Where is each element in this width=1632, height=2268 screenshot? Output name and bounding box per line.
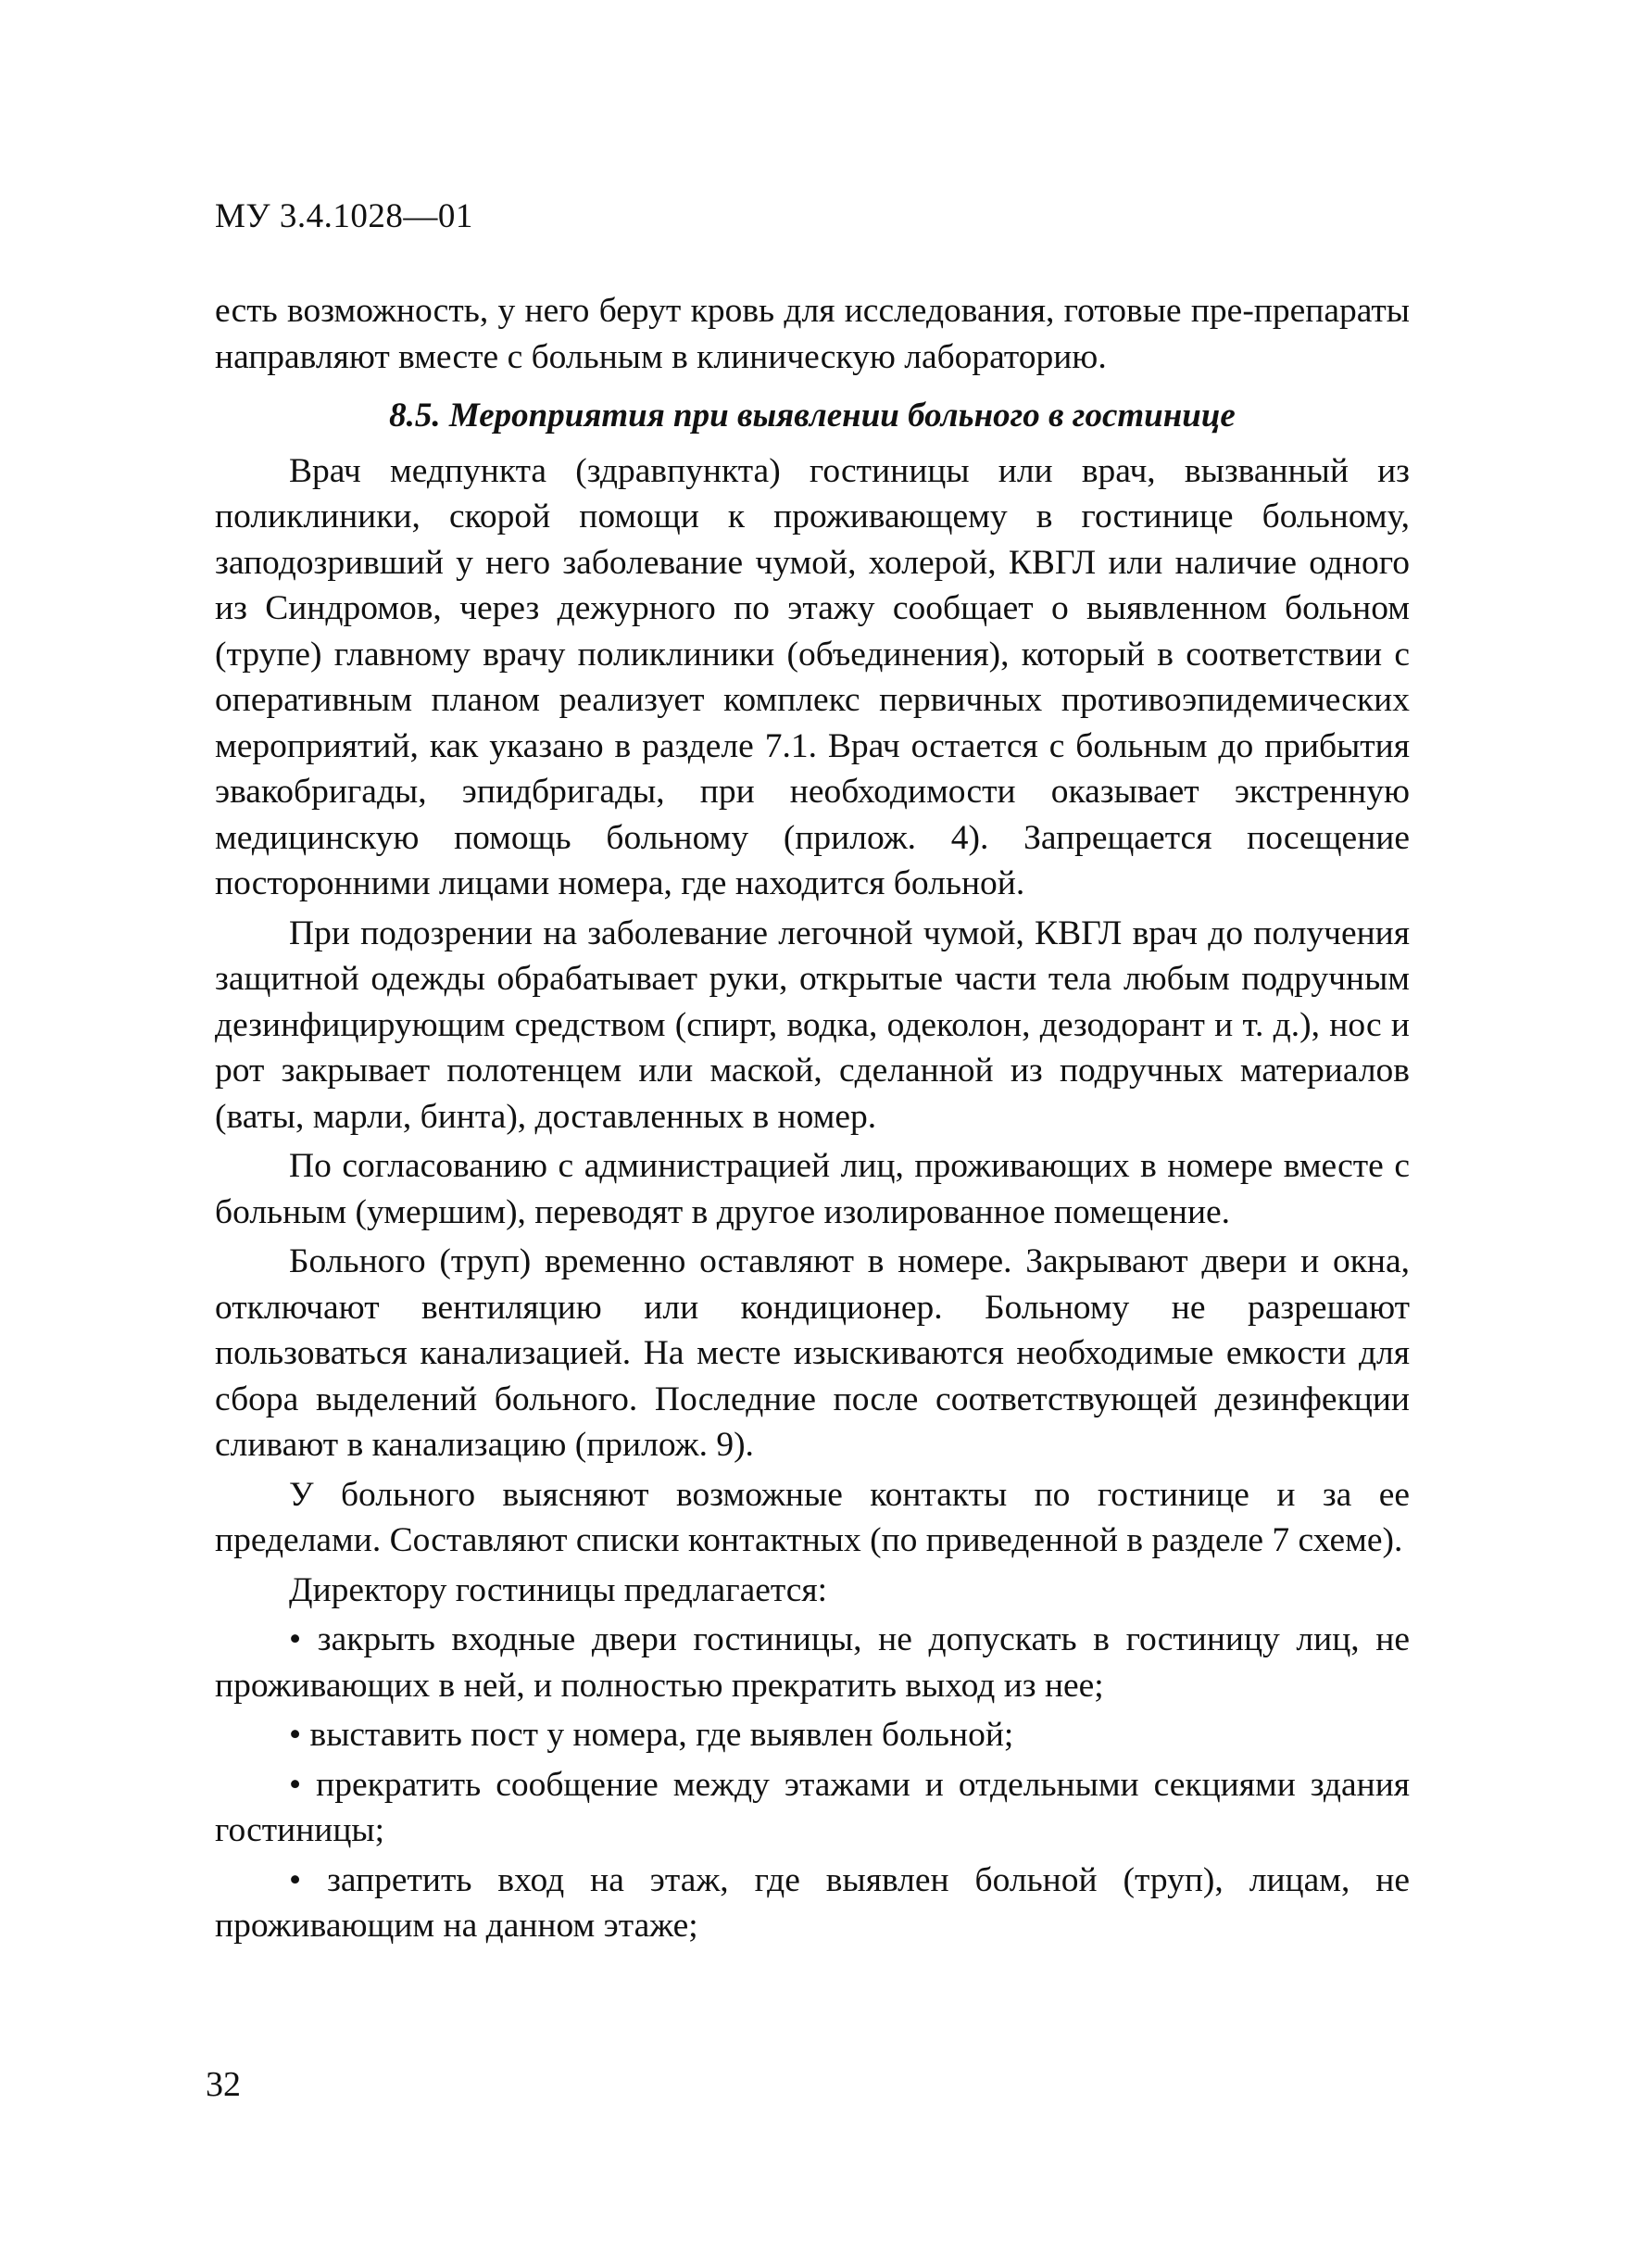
body-paragraph: По согласованию с администрацией лиц, проживающих в номере вместе с больным (умершим), переводят в другое изолированное помещение. xyxy=(215,1147,1410,1231)
body-paragraph: Больного (труп) временно оставляют в номере. Закрывают двери и окна, отключают вентиляцию или кондиционер. Больному не разрешают пользоваться канализацией. На месте изыскиваются необходимые емкости для сбора выделений больного. Последние после соответствующей дезинфекции сливают в канализацию (прилож. 9). xyxy=(215,1242,1410,1464)
body-paragraph: При подозрении на заболевание легочной чумой, КВГЛ врач до получения защитной одежды обрабатывает руки, открытые части тела любым подручным дезинфицирующим средством (спирт, водка, одеколон, дезодорант и т. д.), нос и рот закрывает полотенцем или маской, сделанной из подручных материалов (ваты, марли, бинта), доставленных в номер. xyxy=(215,914,1410,1136)
section-title: 8.5. Мероприятия при выявлении больного в гостинице xyxy=(389,397,1236,435)
document-code-header: МУ 3.4.1028—01 xyxy=(215,197,473,235)
bullet-icon: • xyxy=(289,1716,302,1754)
bullet-text: выставить пост у номера, где выявлен больной; xyxy=(309,1716,1014,1754)
bullet-item xyxy=(215,1617,1410,1708)
body-paragraph: У больного выясняют возможные контакты по гостинице и за ее пределами. Составляют списки контактных (по приведенной в разделе 7 схеме). xyxy=(215,1475,1410,1559)
intro-paragraph: есть возможность, у него берут кровь для исследования, готовые пре-препараты направляют вместе с больным в клиническую лабораторию. xyxy=(215,292,1410,376)
bullet-item xyxy=(215,1762,1410,1854)
bullet-text: закрыть входные двери гостиницы, не допускать в гостиницу лиц, не проживающих в ней, и полностью прекратить выход из нее; xyxy=(215,1620,1411,1705)
bullet-icon: • xyxy=(289,1620,302,1658)
bullet-item xyxy=(215,1858,1410,1949)
bullet-text: прекратить сообщение между этажами и отдельными секциями здания гостиницы; xyxy=(215,1765,1411,1849)
bullet-text: запретить вход на этаж, где выявлен больной (труп), лицам, не проживающим на данном этаже; xyxy=(215,1860,1410,1945)
body-paragraph: Врач медпункта (здравпункта) гостиницы или врач, вызванный из поликлиники, скорой помощи к проживающему в гостинице больному, заподозривший у него заболевание чумой, холерой, КВГЛ или наличие одного из Синдромов, через дежурного по этажу сообщает о выявленном больном (трупе) главному врачу поликлиники (объединения), который в соответствии с оперативным планом реализует комплекс первичных противоэпидемических мероприятий, как указано в разделе 7.1. Врач остается с больным до прибытия эвакобригады, эпидбригады, при необходимости оказывает экстренную медицинскую помощь больному (прилож. 4). Запрещается посещение посторонними лицами номера, где находится больной. xyxy=(215,451,1410,902)
page-number: 32 xyxy=(206,2065,241,2104)
bullet-icon: • xyxy=(289,1765,302,1804)
bullet-item xyxy=(215,1712,1410,1758)
bullet-icon: • xyxy=(289,1860,302,1899)
document-page xyxy=(215,196,1410,1949)
body-paragraph: Директору гостиницы предлагается: xyxy=(289,1570,828,1609)
